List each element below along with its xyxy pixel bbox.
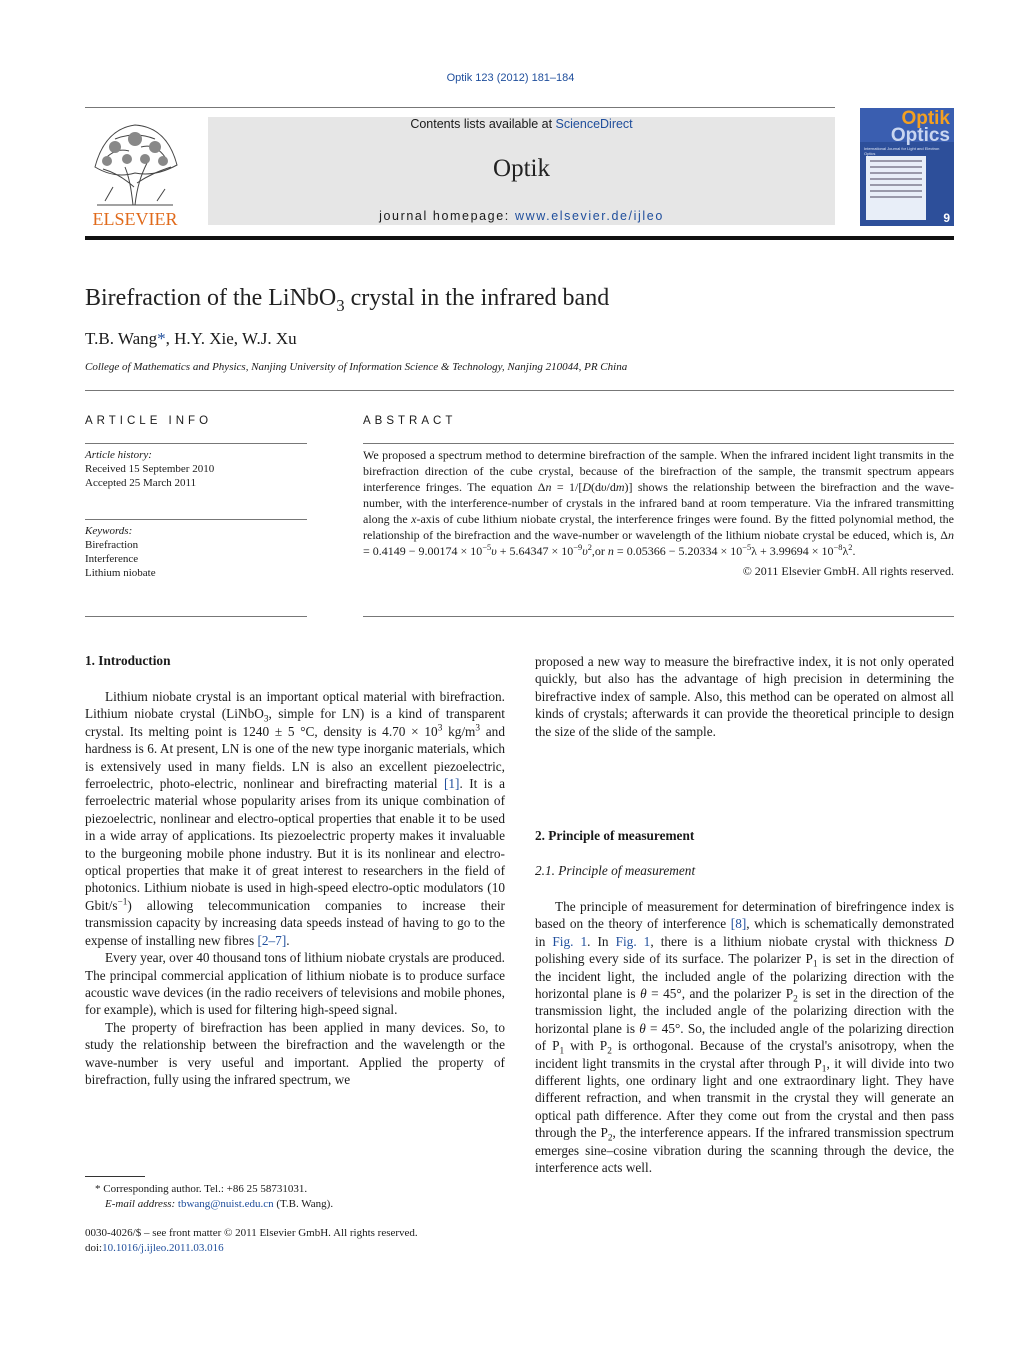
contents-prefix: Contents lists available at bbox=[410, 117, 556, 131]
elsevier-tree-icon bbox=[85, 117, 185, 229]
figure-link[interactable]: Fig. 1 bbox=[615, 933, 651, 949]
sciencedirect-link[interactable]: ScienceDirect bbox=[555, 117, 633, 131]
article-history bbox=[85, 448, 307, 490]
corresponding-author-note: * Corresponding author. Tel.: +86 25 58731031. bbox=[95, 1183, 308, 1195]
homepage-prefix: journal homepage: bbox=[379, 209, 515, 223]
figure-link[interactable]: Fig. 1 bbox=[552, 933, 588, 949]
elsevier-wordmark: ELSEVIER bbox=[92, 209, 178, 229]
footnotes bbox=[85, 1182, 505, 1212]
cover-contents-panel bbox=[866, 156, 926, 220]
introduction-continued: proposed a new way to measure the birefractive index, it is not only operated quickly, but also has the advantage of high precision in determining the birefractive index of sample. Also, this method can be operated on almost all kinds of crystals; afterwards it can provide the theoretical principle to design the size of the slide of the sample. bbox=[535, 654, 954, 739]
cover-title-top: Optik bbox=[901, 108, 950, 129]
section-principle-heading: 2. Principle of measurement bbox=[535, 828, 695, 843]
citation-link[interactable]: [1] bbox=[443, 776, 460, 792]
issn-line: 0030-4026/$ – see front matter © 2011 Elsevier GmbH. All rights reserved. bbox=[85, 1227, 418, 1239]
keyword-item: Lithium niobate bbox=[85, 567, 156, 579]
keywords-label: Keywords: bbox=[85, 525, 133, 537]
article-authors: T.B. Wang*, H.Y. Xie, W.J. Xu bbox=[85, 329, 297, 348]
citation-link[interactable]: [8] bbox=[730, 916, 747, 932]
received-date: Received 15 September 2010 bbox=[85, 463, 215, 475]
doi-line: doi:10.1016/j.ijleo.2011.03.016 bbox=[85, 1242, 224, 1254]
copyright: © 2011 Elsevier GmbH. All rights reserved. bbox=[742, 564, 954, 578]
introduction-text: Lithium niobate crystal is an important optical material with birefraction. Lithium niobate crystal (LiNbO$_3$, simple for LN) is a kind of transparent crystal. Its melting point is 1240 ± 5 °C, density is $4.70 \times 10^3$ $kg/m^3$ and hardness is 6. At present, LN is one of the new type inorganic materials, which is extensively used in many fields. LN is also an excellent piezoelectric, ferroelectric, photo-electric, nonlinear and birefracting material [1]. It is a ferroelectric material whose popularity arises from its unique combination of piezoelectric, nonlinear and electro-optical properties that enable it to be used in a wide array of applications. Its piezoelectric property makes it invaluable to the burgeoning mobile phone industry. But it is its nonlinear and electro-optical properties that make it of great interest to researchers in the field of photonics. Lithium niobate is used in high-speed electro-optic modulators (10 Gbit/$s^{-1}$) allowing telecommunication companies to increase their transmission capacity by increasing data speeds instead of having to go to the expense of installing new fibres [2–7]. Every year, over 40 thousand tons of lithium niobate crystals are produced. The principal commercial application of lithium niobate is to produce surface acoustic wave devices (in the radio receivers of televisions and mobile phones, for example), which is used for filtering high-speed signal. The property of birefraction has been applied in many devices. So, to study the relationship between the birefraction and the wavelength or the wave-number is very useful and important. Applied the property of birefraction, fully using the infrared spectrum, we bbox=[85, 689, 505, 1087]
email-link[interactable]: tbwang@nuist.edu.cn bbox=[177, 1198, 274, 1210]
abstract-text: We proposed a spectrum method to determine birefraction of the sample. When the infrared incident light transmits in the birefraction direction of the cube crystal, because of the birefraction of the sample, the transmit spectrum appears interference fringes. The equation Δn = 1/[D(dυ/dm)] shows the relationship between the birefraction and the wave-number, with the interference-number of crystals in the infrared band at room temperature. Via the infrared transmitting along the x-axis of cube lithium niobate crystal, the interference fringes were found. By the fitted polynomial method, the relationship of the birefraction and the wave-number or wavelength of the lithium niobate crystal be educed, which is, $\Delta n = 0.4149 - 9.00174 \times 10^{-5}\upsilon + 5.64347 \times 10^{-9}\upsilon^2,or$ $n = 0.05366 - 5.20334 \times 10^{-5}\lambda + 3.99694 \times 10^{-8}\lambda^2$. © 2011 Elsevier GmbH. All rights reserved. bbox=[363, 448, 954, 578]
cover-title-bottom: Optics bbox=[890, 125, 950, 146]
citation-link[interactable]: [2–7] bbox=[257, 932, 287, 948]
article-info-heading: ARTICLE INFO bbox=[85, 415, 213, 427]
cover-subtitle: International Journal for Light and Electron Optics bbox=[864, 146, 940, 156]
email-note: E-mail address: tbwang@nuist.edu.cn (T.B. Wang). bbox=[105, 1198, 334, 1210]
subsection-principle-heading: 2.1. Principle of measurement bbox=[535, 863, 696, 878]
front-matter bbox=[85, 1226, 505, 1256]
doi-link[interactable]: 10.1016/j.ijleo.2011.03.016 bbox=[102, 1242, 224, 1254]
title-rule bbox=[85, 390, 954, 391]
keywords bbox=[85, 524, 307, 580]
accepted-date: Accepted 25 March 2011 bbox=[85, 477, 197, 489]
affiliation: College of Mathematics and Physics, Nanjing University of Information Science & Technology, Nanjing 210044, PR China bbox=[85, 361, 628, 373]
article-title: Birefraction of the LiNbO$_3$ crystal in the infrared band bbox=[85, 285, 610, 315]
journal-cover[interactable] bbox=[860, 108, 954, 226]
journal-name: Optik bbox=[493, 155, 550, 182]
keyword-item: Birefraction bbox=[85, 539, 139, 551]
principle-text: The principle of measurement for determination of birefringence index is based on the theory of interference [8], which is schematically demonstrated in Fig. 1. In Fig. 1, there is a lithium niobate crystal with thickness D polishing every side of its surface. The polarizer $P_1$ is set in the direction of the incident light, the included angle of the polarizing direction with the horizontal plane is θ = 45°, and the polarizer $P_2$ is set in the direction of the transmission light, the included angle of the polarizing direction with the horizontal plane is θ = 45°. So, the included angle of the polarizing direction of $P_1$ with $P_2$ is orthogonal. Because of the crystal's anisotropy, when the incident light transmits in the crystal after through $P_1$, it will divide into two different lights, one ordinary light and one extraordinary light. They have different refraction, and when transmit in the crystal they will generate an optical path difference. After they come out from the crystal and then pass through the $P_2$, the interference appears. If the infrared transmission spectrum emerges sine–cosine vibration during the scanning through the device, the interference acts well. bbox=[535, 899, 955, 1176]
homepage-line bbox=[208, 209, 835, 223]
corresponding-author-link[interactable]: * bbox=[157, 329, 166, 348]
header-rule-top bbox=[85, 107, 835, 108]
history-label: Article history: bbox=[85, 449, 152, 461]
contents-line bbox=[208, 117, 835, 131]
cover-number: 9 bbox=[943, 211, 950, 225]
homepage-link[interactable]: www.elsevier.de/ijleo bbox=[514, 209, 664, 223]
elsevier-logo bbox=[85, 117, 185, 229]
header-rule-thick bbox=[85, 236, 954, 240]
section-introduction-heading: 1. Introduction bbox=[85, 653, 171, 668]
journal-citation[interactable]: Optik 123 (2012) 181–184 bbox=[446, 72, 575, 84]
abstract-heading: ABSTRACT bbox=[363, 415, 457, 427]
keyword-item: Interference bbox=[85, 553, 139, 565]
